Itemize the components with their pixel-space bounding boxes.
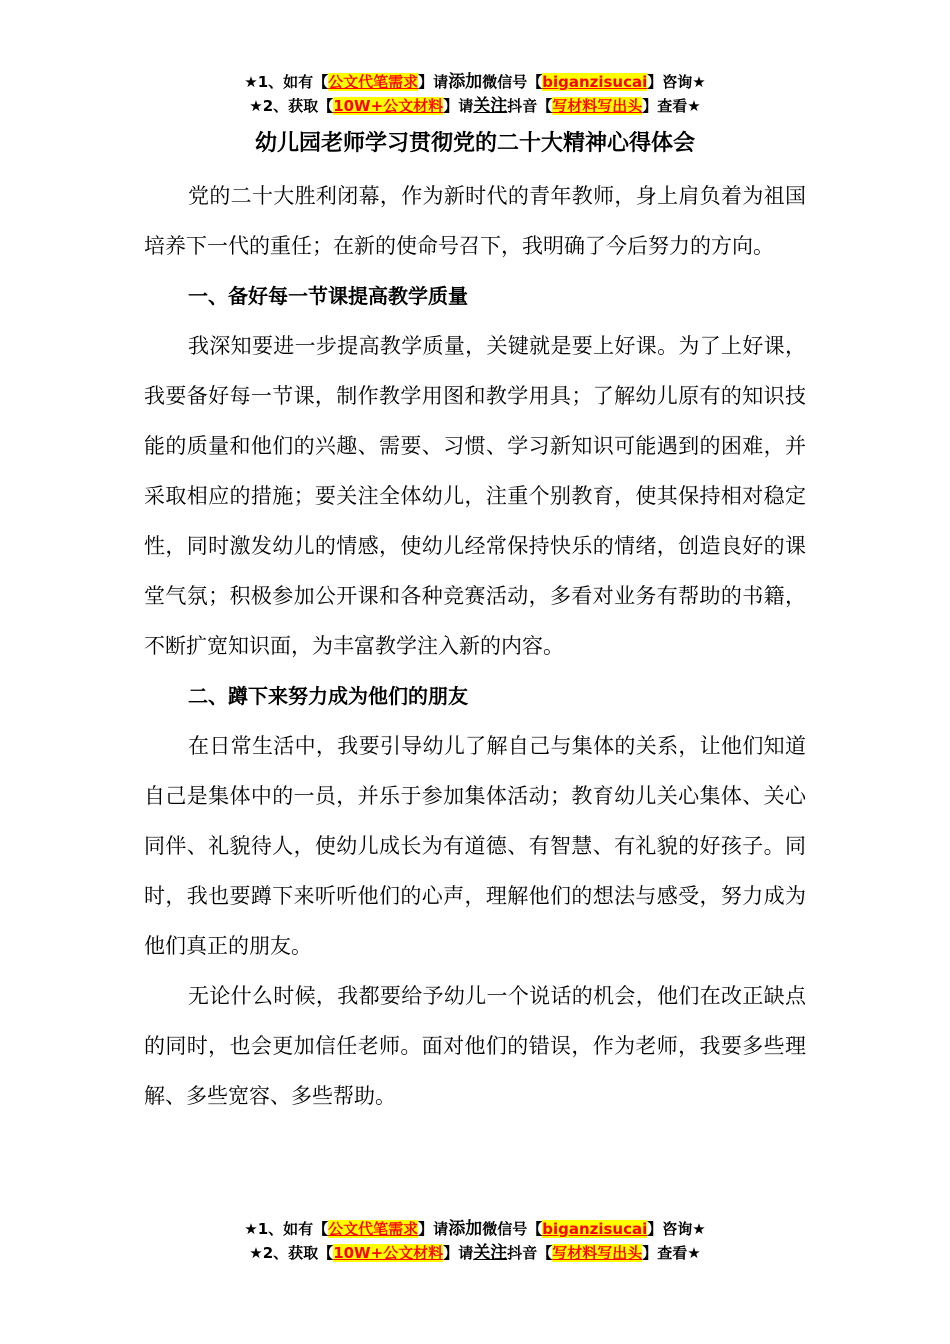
section-heading: 二、蹲下来努力成为他们的朋友 bbox=[188, 684, 468, 708]
document-title: 幼儿园老师学习贯彻党的二十大精神心得体会 bbox=[254, 131, 695, 156]
promo-text: 】查看★ bbox=[642, 1244, 701, 1262]
promo-highlight: 10W+公文材料 bbox=[333, 97, 444, 115]
paragraph: 党的二十大胜利闭幕，作为新时代的青年教师，身上肩负着为祖国培养下一代的重任；在新的使命号召下，我明确了今后努力的方向。 bbox=[144, 184, 806, 258]
promo-text: ★1、如有【 bbox=[244, 73, 329, 91]
promo-highlight: 10W+公文材料 bbox=[333, 1244, 444, 1262]
paragraph: 在日常生活中，我要引导幼儿了解自己与集体的关系，让他们知道自己是集体中的一员，并乐于参加集体活动；教育幼儿关心集体、关心同伴、礼貌待人，使幼儿成长为有道德、有智慧、有礼貌的好孩子。同时，我也要蹲下来听听他们的心声，理解他们的想法与感受，努力成为他们真正的朋友。 bbox=[144, 734, 806, 958]
promo-emphasis: 关注 bbox=[473, 96, 508, 116]
promo-douyin-id: 写材料写出头 bbox=[552, 1244, 643, 1262]
section-heading: 一、备好每一节课提高教学质量 bbox=[188, 284, 468, 308]
promo-text: 抖音【 bbox=[507, 1244, 553, 1262]
promo-highlight: 公文代笔需求 bbox=[328, 1220, 419, 1238]
promo-banner-top bbox=[0, 70, 950, 118]
promo-line-2 bbox=[0, 1241, 950, 1265]
promo-emphasis: 添加 bbox=[448, 1219, 483, 1239]
promo-emphasis: 关注 bbox=[473, 1243, 508, 1263]
promo-text: 】查看★ bbox=[642, 97, 701, 115]
promo-text: 】请 bbox=[443, 1244, 474, 1262]
promo-text: 】请 bbox=[418, 73, 449, 91]
promo-text: 抖音【 bbox=[507, 97, 553, 115]
promo-text: 】请 bbox=[443, 97, 474, 115]
promo-line-2 bbox=[0, 94, 950, 118]
promo-line-1 bbox=[0, 70, 950, 94]
promo-wechat-id: biganzisucai bbox=[542, 73, 648, 91]
promo-text: 】咨询★ bbox=[647, 73, 706, 91]
promo-text: ★1、如有【 bbox=[244, 1220, 329, 1238]
promo-wechat-id: biganzisucai bbox=[542, 1220, 648, 1238]
paragraph: 我深知要进一步提高教学质量，关键就是要上好课。为了上好课，我要备好每一节课，制作教学用图和教学用具；了解幼儿原有的知识技能的质量和他们的兴趣、需要、习惯、学习新知识可能遇到的困难，并采取相应的措施；要关注全体幼儿，注重个别教育，使其保持相对稳定性，同时激发幼儿的情感，使幼儿经常保持快乐的情绪，创造良好的课堂气氛；积极参加公开课和各种竞赛活动，多看对业务有帮助的书籍，不断扩宽知识面，为丰富教学注入新的内容。 bbox=[144, 334, 806, 658]
promo-douyin-id: 写材料写出头 bbox=[552, 97, 643, 115]
promo-text: 】咨询★ bbox=[647, 1220, 706, 1238]
document-body bbox=[144, 171, 806, 1121]
promo-emphasis: 添加 bbox=[448, 72, 483, 92]
paragraph: 无论什么时候，我都要给予幼儿一个说话的机会，他们在改正缺点的同时，也会更加信任老师。面对他们的错误，作为老师，我要多些理解、多些宽容、多些帮助。 bbox=[144, 984, 806, 1108]
promo-banner-bottom bbox=[0, 1217, 950, 1265]
promo-highlight: 公文代笔需求 bbox=[328, 73, 419, 91]
promo-line-1 bbox=[0, 1217, 950, 1241]
promo-text: 微信号【 bbox=[482, 1220, 543, 1238]
promo-text: 微信号【 bbox=[482, 73, 543, 91]
promo-text: 】请 bbox=[418, 1220, 449, 1238]
promo-text: ★2、获取【 bbox=[249, 1244, 334, 1262]
promo-text: ★2、获取【 bbox=[249, 97, 334, 115]
